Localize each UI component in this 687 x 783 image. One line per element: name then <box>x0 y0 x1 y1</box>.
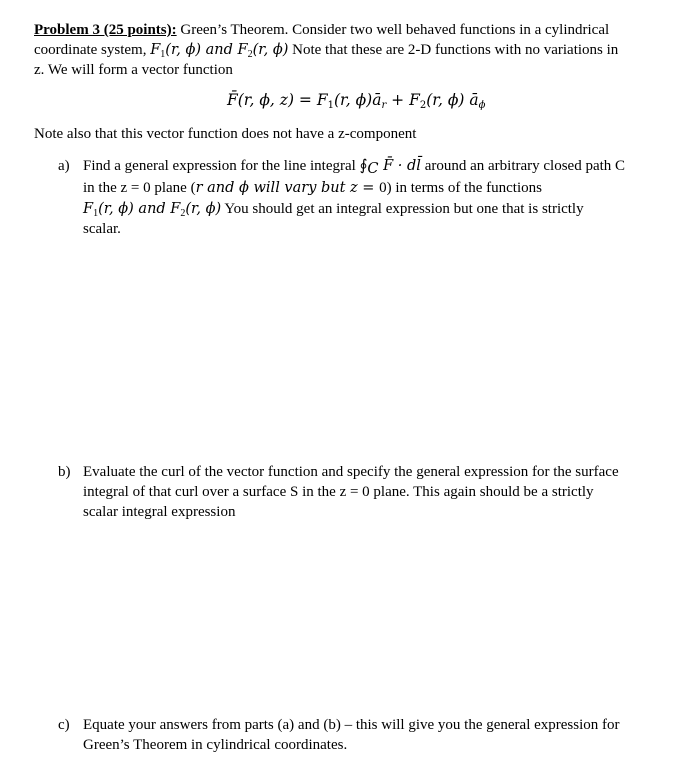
problem-heading: Problem 3 (25 points): <box>34 22 177 38</box>
part-a-sub-1: 1 <box>93 208 99 219</box>
part-a-sub-2: 2 <box>180 208 186 219</box>
part-b-text-3: scalar integral expression <box>83 504 236 520</box>
part-a-math-3a: F <box>83 201 94 217</box>
equation-term1-args: (r, ϕ)ā <box>333 91 382 109</box>
part-a-text-4: scalar. <box>83 221 121 237</box>
math-f1-symbol: F <box>150 42 161 58</box>
subscript-two: 2 <box>247 49 253 60</box>
part-b-line-1 <box>83 462 619 482</box>
part-b-text-2: integral of that curl over a surface S in the z = 0 plane. This again should be a strictly <box>83 484 594 500</box>
part-a-line-1 <box>83 156 625 176</box>
intro-text-3: z. We will form a vector function <box>34 62 233 78</box>
intro-text-1: Green’s Theorem. Consider two well behaved functions in a cylindrical <box>176 22 610 38</box>
part-b-label: b) <box>58 464 71 480</box>
intro-line-1 <box>34 20 609 40</box>
part-a-label: a) <box>58 158 70 174</box>
equation-lhs: F̄(r, ϕ, z) = <box>227 91 317 109</box>
part-a-text-2a: in the z = 0 plane ( <box>83 180 196 196</box>
part-a-text-3b: You should get an integral expression but one that is strictly <box>221 201 584 217</box>
part-c-line-1 <box>83 715 620 735</box>
part-c-line-2 <box>83 735 347 755</box>
intro-line-3 <box>34 60 233 80</box>
part-c-text-2: Green’s Theorem in cylindrical coordinates. <box>83 737 348 753</box>
part-a-line-4 <box>83 219 121 239</box>
math-f2-symbol: F <box>237 42 248 58</box>
equation-term2-args: (r, ϕ) ā <box>426 91 479 109</box>
equation-term2-f: F <box>409 91 420 109</box>
intro-line-2 <box>34 40 618 60</box>
subscript-one: 1 <box>160 49 166 60</box>
part-b-line-3 <box>83 502 235 522</box>
part-b-line-2 <box>83 482 594 502</box>
equation-plus: + <box>386 91 410 109</box>
note-line <box>34 124 416 144</box>
part-a-math-3b: (r, ϕ) and F <box>98 201 181 217</box>
closed-line-integral-icon: ∮ <box>359 158 368 174</box>
part-a-math-2: r and ϕ will vary but z = <box>195 180 380 196</box>
math-f1-args: (r, ϕ) and <box>165 42 238 58</box>
part-a-math-3c: (r, ϕ) <box>185 201 222 217</box>
note-text: Note also that this vector function does not have a z-component <box>34 126 417 142</box>
equation-term1-f: F <box>316 91 328 109</box>
math-f2-args: (r, ϕ) <box>252 42 289 58</box>
oint-sub-c: C <box>367 161 379 177</box>
intro-text-2b: Note that these are 2-D functions with no variations in <box>288 42 619 58</box>
equation-unit-phi-sub: ϕ <box>478 100 486 111</box>
part-a-integrand: F̄ · dl̄ <box>378 158 421 174</box>
vector-function-equation <box>227 90 485 110</box>
equation-unit-r-sub: r <box>381 100 387 111</box>
part-a-text-1b: around an arbitrary closed path C <box>420 158 626 174</box>
part-b-text-1: Evaluate the curl of the vector function and specify the general expression for the surface <box>83 464 619 480</box>
part-c-label: c) <box>58 717 70 733</box>
part-a-text-1a: Find a general expression for the line integral <box>83 158 360 174</box>
equation-sub-2: 2 <box>419 100 427 111</box>
part-a-line-2 <box>83 178 542 198</box>
part-c-text-1: Equate your answers from parts (a) and (b) – this will give you the general expression for <box>83 717 620 733</box>
part-a-text-2b: 0) in terms of the functions <box>379 180 542 196</box>
part-a-line-3 <box>83 199 584 219</box>
equation-sub-1: 1 <box>327 100 334 111</box>
intro-text-2a: coordinate system, <box>34 42 151 58</box>
